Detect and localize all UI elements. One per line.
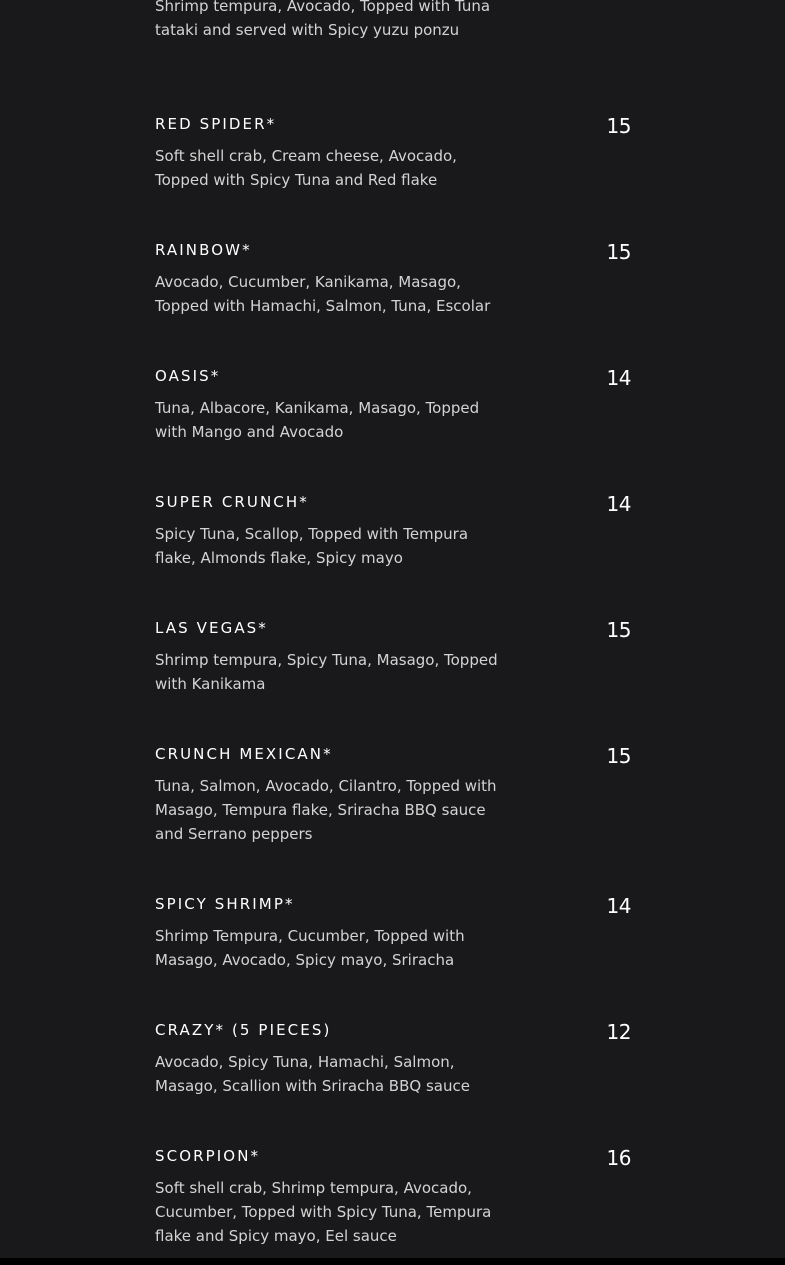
item-description: Tuna, Albacore, Kanikama, Masago, Topped with Mango and Avocado — [155, 399, 480, 441]
item-price: 12 — [606, 1020, 631, 1044]
item-name: SCORPION* — [155, 1147, 261, 1165]
item-price: 15 — [606, 114, 631, 138]
item-description: Soft shell crab, Cream cheese, Avocado, Topped with Spicy Tuna and Red flake — [155, 147, 457, 189]
item-name: LAS VEGAS* — [155, 619, 268, 637]
item-price: 16 — [606, 1146, 631, 1170]
item-price: 14 — [606, 492, 631, 516]
menu-item-spicy-shrimp — [155, 894, 631, 972]
item-name: RAINBOW* — [155, 241, 252, 259]
item-description: Avocado, Spicy Tuna, Hamachi, Salmon, Masago, Scallion with Sriracha BBQ sauce — [155, 1053, 470, 1095]
item-price: 15 — [606, 744, 631, 768]
menu-item-rainbow — [155, 240, 631, 318]
item-name: CRUNCH MEXICAN* — [155, 745, 333, 763]
item-description: Tuna, Salmon, Avocado, Cilantro, Topped with Masago, Tempura flake, Sriracha BBQ sauce and Serrano peppers — [155, 777, 497, 843]
item-name: SUPER CRUNCH* — [155, 493, 309, 511]
item-description: Spicy Tuna, Scallop, Topped with Tempura flake, Almonds flake, Spicy mayo — [155, 525, 469, 567]
item-description: Shrimp tempura, Spicy Tuna, Masago, Topped with Kanikama — [155, 651, 498, 693]
item-price: 15 — [606, 618, 631, 642]
menu-item-crazy — [155, 1020, 631, 1098]
item-name: SPICY SHRIMP* — [155, 895, 295, 913]
item-price: 14 — [606, 366, 631, 390]
menu-item-crunch-mexican — [155, 744, 631, 846]
item-name: OASIS* — [155, 367, 221, 385]
item-name: RED SPIDER* — [155, 115, 277, 133]
menu-item-red-spider — [155, 114, 631, 192]
menu-item-super-crunch — [155, 492, 631, 570]
menu-item-oasis — [155, 366, 631, 444]
item-description: Avocado, Cucumber, Kanikama, Masago, Topped with Hamachi, Salmon, Tuna, Escolar — [155, 273, 491, 315]
item-description: Shrimp tempura, Avocado, Topped with Tuna tataki and served with Spicy yuzu ponzu — [155, 0, 491, 39]
item-description: Soft shell crab, Shrimp tempura, Avocado, Cucumber, Topped with Spicy Tuna, Tempura flake and Spicy mayo, Eel sauce — [155, 1179, 492, 1245]
menu-item-scorpion — [155, 1146, 631, 1248]
item-name: CRAZY* (5 PIECES) — [155, 1021, 332, 1039]
menu-item-las-vegas — [155, 618, 631, 696]
item-price: 15 — [606, 240, 631, 264]
item-price: 14 — [606, 894, 631, 918]
item-description: Shrimp Tempura, Cucumber, Topped with Masago, Avocado, Spicy mayo, Sriracha — [155, 927, 465, 969]
